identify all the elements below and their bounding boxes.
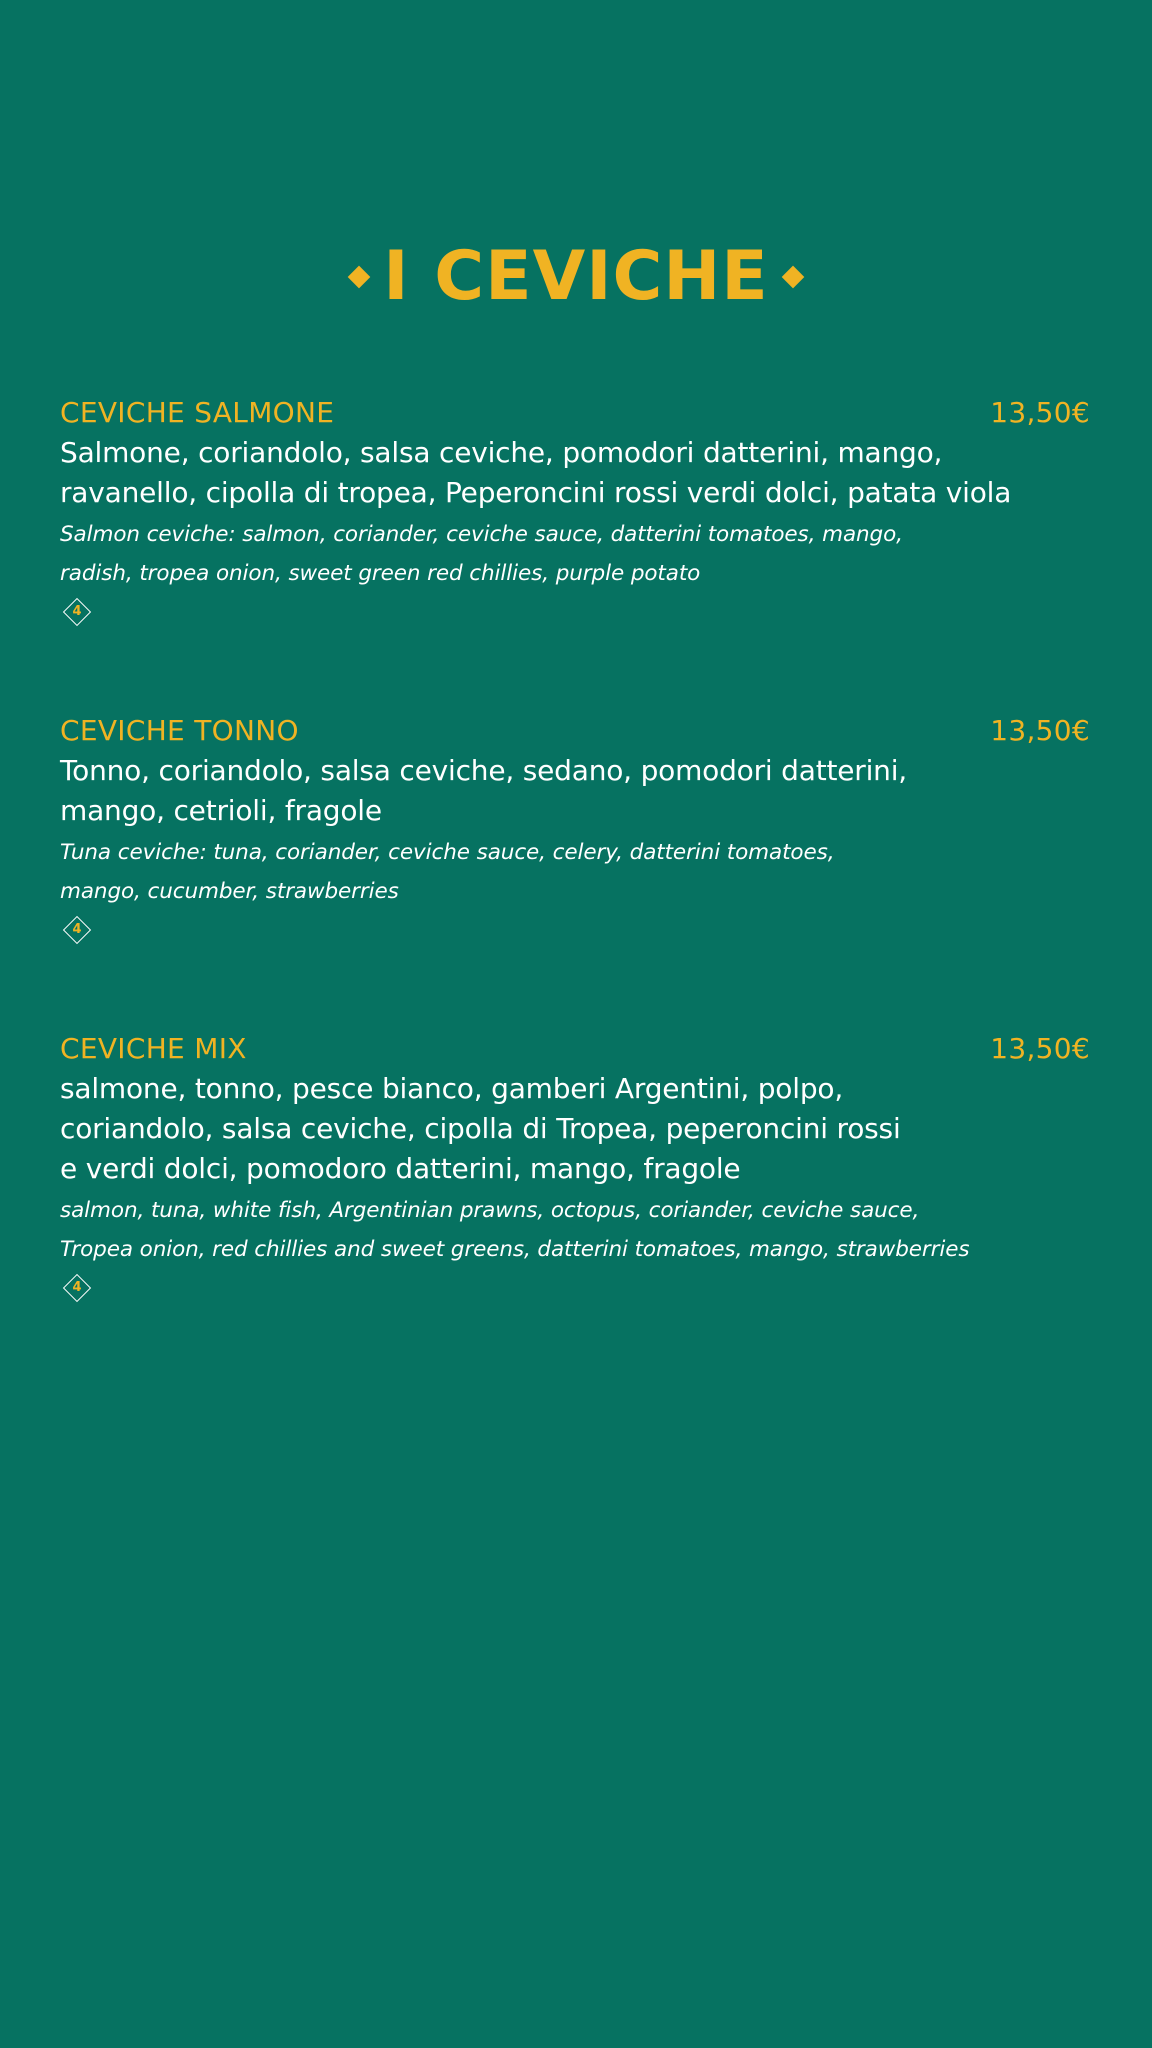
allergen-badge: [60, 595, 94, 629]
menu-item-name: CEVICHE MIX: [60, 1032, 247, 1065]
menu-item-ceviche-salmone: [60, 393, 1090, 629]
right-diamond-ornament-icon: [781, 266, 804, 289]
section-header: [0, 232, 1152, 322]
menu-item-name: CEVICHE SALMONE: [60, 396, 335, 429]
menu-item-ingredients-italian: salmone, tonno, pesce bianco, gamberi Argentini, polpo, coriandolo, salsa ceviche, cipolla di Tropea, peperoncini rossi e verdi dolci, pomodoro datterini, mango, fragole: [60, 1072, 901, 1185]
menu-item-price: 13,50€: [990, 714, 1090, 747]
menu-item-ingredients-english: Salmon ceviche: salmon, coriander, ceviche sauce, datterini tomatoes, mango, radish, tropea onion, sweet green red chillies, purple potato: [60, 522, 903, 586]
menu-item-ingredients-english: salmon, tuna, white fish, Argentinian prawns, octopus, coriander, ceviche sauce, Tropea onion, red chillies and sweet greens, datterini tomatoes, mango, strawberries: [60, 1198, 970, 1262]
menu-item-ceviche-tonno: [60, 711, 1090, 947]
left-diamond-ornament-icon: [348, 266, 371, 289]
allergen-badge: [60, 913, 94, 947]
menu-item-ingredients-italian: Salmone, coriandolo, salsa ceviche, pomodori datterini, mango, ravanello, cipolla di tropea, Peperoncini rossi verdi dolci, patata viola: [60, 436, 1012, 509]
allergen-number: 4: [72, 604, 82, 619]
allergen-number: 4: [72, 922, 82, 937]
menu-item-header: [60, 1029, 1090, 1069]
menu-item-price: 13,50€: [990, 396, 1090, 429]
menu-item-ceviche-mix: [60, 1029, 1090, 1305]
menu-item-ingredients-italian: Tonno, coriandolo, salsa ceviche, sedano, pomodori datterini, mango, cetrioli, fragole: [60, 754, 908, 827]
menu-item-header: [60, 711, 1090, 751]
menu-item-name: CEVICHE TONNO: [60, 714, 299, 747]
menu-item-ingredients-english: Tuna ceviche: tuna, coriander, ceviche sauce, celery, datterini tomatoes, mango, cucumber, strawberries: [60, 840, 835, 904]
allergen-number: 4: [72, 1280, 82, 1295]
allergen-badge: [60, 1271, 94, 1305]
menu-item-price: 13,50€: [990, 1032, 1090, 1065]
menu-item-header: [60, 393, 1090, 433]
section-title: I CEVICHE: [383, 237, 769, 316]
